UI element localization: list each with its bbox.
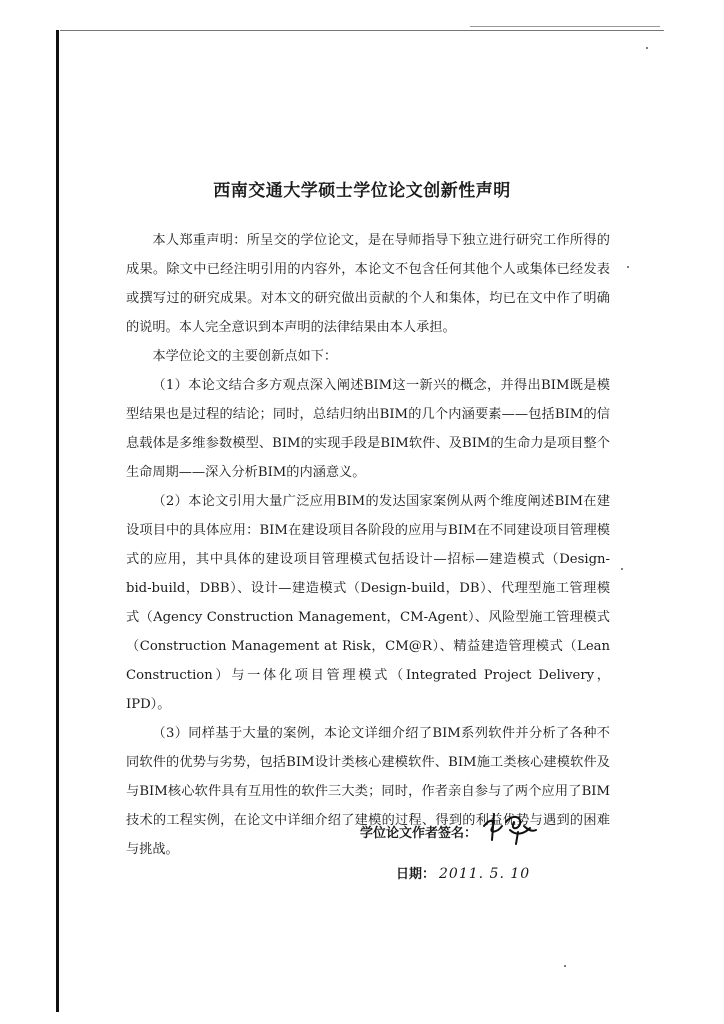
handwritten-signature bbox=[480, 808, 540, 848]
scan-speck bbox=[627, 266, 629, 268]
date-value: 2011. 5. 10 bbox=[439, 866, 531, 882]
scan-speck bbox=[646, 47, 648, 49]
innovation-intro: 本学位论文的主要创新点如下： bbox=[152, 349, 338, 364]
declaration-paragraph: 本人郑重声明：所呈交的学位论文，是在导师指导下独立进行研究工作所得的成果。除文中已经注明引用的内容外，本论文不包含任何其他个人或集体已经发表或撰写过的研究成果。对本文的研究做出贡献的个人和集体，均已在文中作了明确的说明。本人完全意识到本声明的法律结果由本人承担。 bbox=[126, 233, 610, 335]
scan-speck bbox=[621, 568, 623, 570]
date-line bbox=[396, 863, 530, 882]
innovation-point-3: （3）同样基于大量的案例，本论文详细介绍了BIM系列软件并分析了各种不同软件的优势与劣势，包括BIM设计类核心建模软件、BIM施工类核心建模软件及与BIM核心软件具有互用性的软件三大类；同时，作者亲自参与了两个应用了BIM技术的工程实例，在论文中详细介绍了建模的过程、得到的利益优势与遇到的困难与挑战。 bbox=[126, 726, 610, 857]
scan-speck bbox=[564, 965, 566, 967]
signature-line bbox=[360, 822, 477, 841]
innovation-point-1: （1）本论文结合多方观点深入阐述BIM这一新兴的概念，并得出BIM既是模型结果也是过程的结论；同时，总结归纳出BIM的几个内涵要素——包括BIM的信息载体是多维参数模型、BIM的实现手段是BIM软件、及BIM的生命力是项目整个生命周期——深入分析BIM的内涵意义。 bbox=[126, 378, 610, 480]
top-rule-secondary bbox=[470, 26, 660, 27]
innovation-point-2: （2）本论文引用大量广泛应用BIM的发达国家案例从两个维度阐述BIM在建设项目中的具体应用：BIM在建设项目各阶段的应用与BIM在不同建设项目管理模式的应用，其中具体的建设项目管理模式包括设计—招标—建造模式（Design-bid-build，DBB）、设计—建造模式（Design-build，DB）、代理型施工管理模式（Agency Construction Management，CM-Agent）、风险型施工管理模式（Construction Management at Risk，CM@R）、精益建造管理模式（Lean Construction）与一体化项目管理模式（Integrated Project Delivery，IPD）。 bbox=[126, 494, 610, 712]
date-label: 日期： bbox=[396, 867, 436, 882]
signature-label: 学位论文作者签名： bbox=[360, 826, 478, 841]
page-title: 西南交通大学硕士学位论文创新性声明 bbox=[213, 181, 511, 201]
declaration-body bbox=[126, 226, 610, 864]
top-rule bbox=[60, 30, 664, 31]
